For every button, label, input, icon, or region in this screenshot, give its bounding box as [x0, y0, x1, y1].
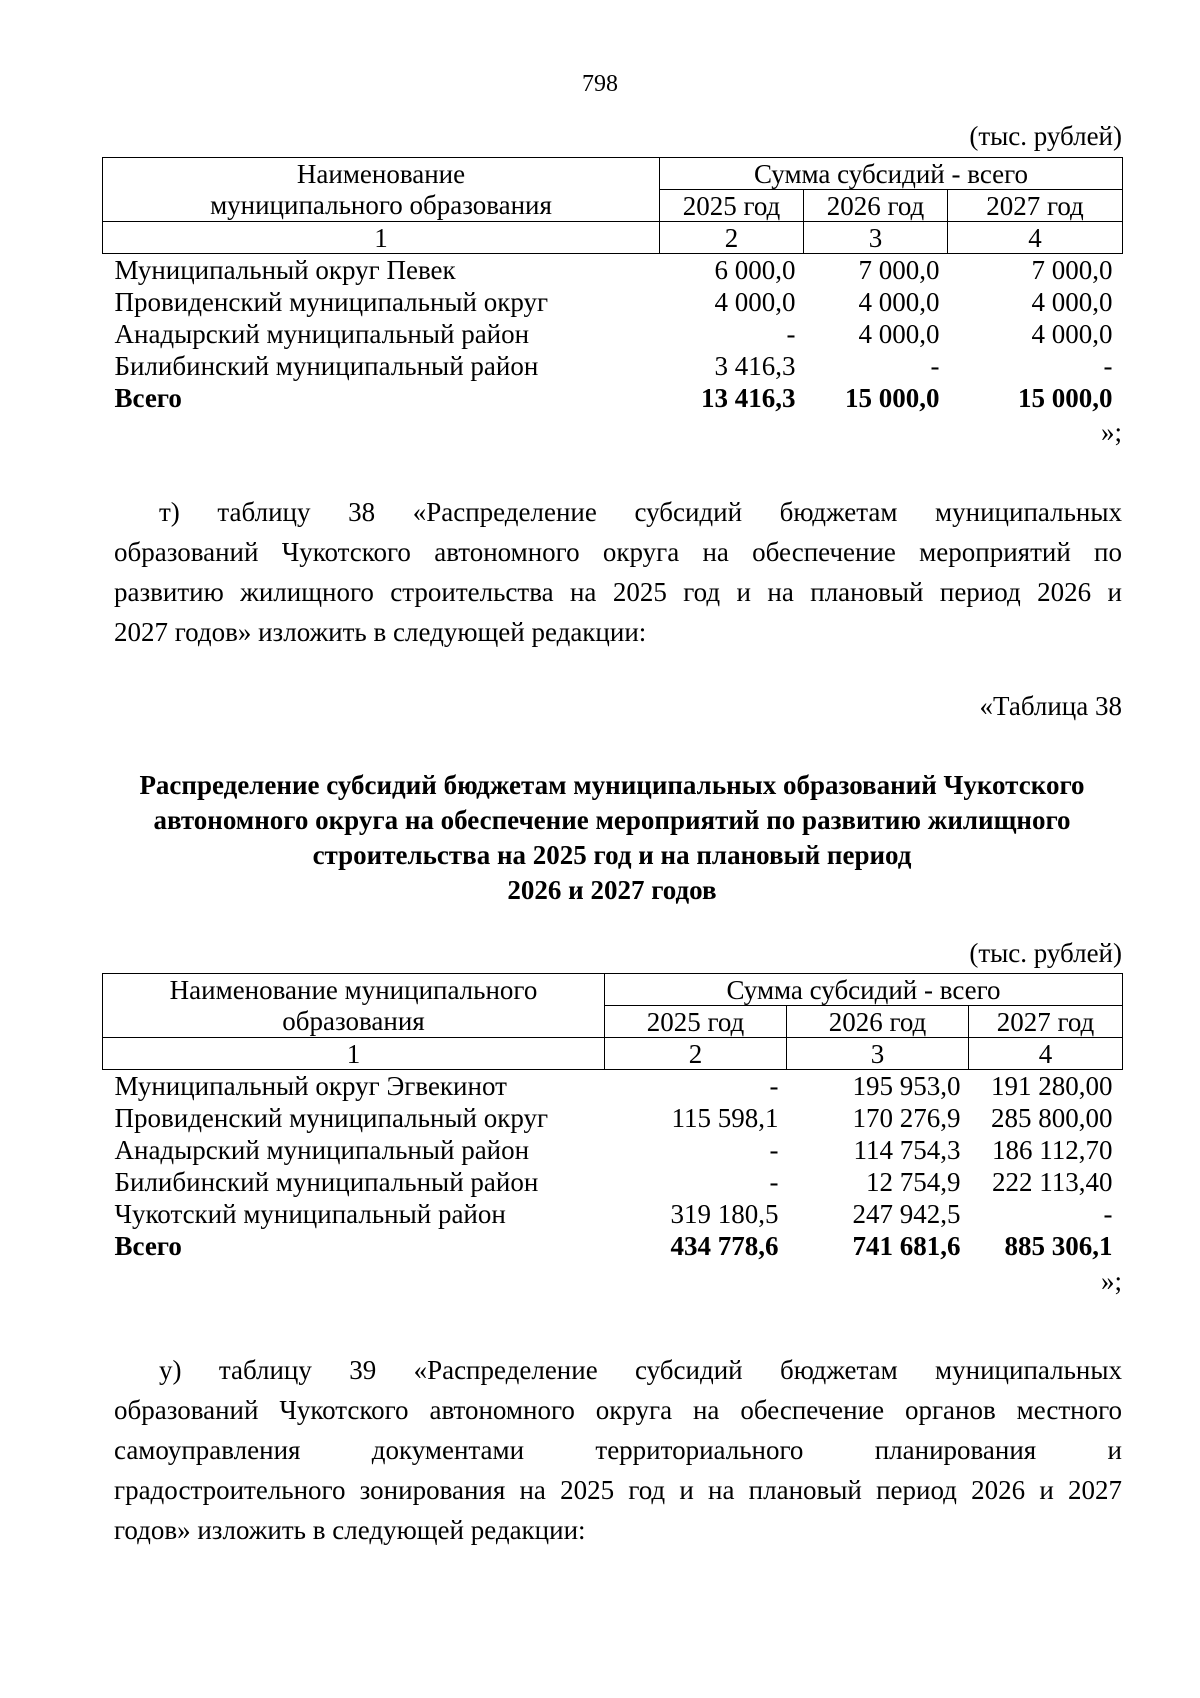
header-year-2026: 2026 год — [787, 1006, 969, 1038]
paragraph-line: градостроительного зонирования на 2025 год и на плановый период 2026 и 2027 — [114, 1475, 1122, 1505]
row-value-2025: 3 416,3 — [714, 351, 796, 381]
close-quote-table2: »; — [1100, 1266, 1122, 1296]
heading-line: автономного округа на обеспечение мероприятий по развитию жилищного — [153, 805, 1071, 835]
row-value-2025: - — [769, 1135, 779, 1165]
col-number-4: 4 — [948, 222, 1123, 254]
paragraph-line: самоуправления документами территориального планирования и — [114, 1435, 1122, 1465]
paragraph-u — [114, 1350, 1122, 1550]
row-value-2026: 12 754,9 — [866, 1167, 961, 1197]
table-label: «Таблица 38 — [979, 691, 1122, 721]
row-name: Билибинский муниципальный район — [114, 1167, 539, 1197]
row-value-2026: - — [930, 351, 940, 381]
row-value-2026: 170 276,9 — [852, 1103, 961, 1133]
row-value-2027: - — [1103, 351, 1113, 381]
header-name-line1: Наименование муниципального — [103, 974, 605, 1006]
row-value-2027: 191 280,00 — [991, 1071, 1113, 1101]
total-value-2027: 15 000,0 — [1018, 383, 1113, 413]
row-value-2026: 195 953,0 — [852, 1071, 961, 1101]
row-value-2027: 222 113,40 — [992, 1167, 1113, 1197]
row-value-2027: 7 000,0 — [1031, 255, 1113, 285]
row-value-2026: 4 000,0 — [858, 319, 940, 349]
row-value-2025: 319 180,5 — [670, 1199, 779, 1229]
paragraph-line: образований Чукотского автономного округа на обеспечение мероприятий по — [114, 537, 1122, 567]
paragraph-line: у) таблицу 39 «Распределение субсидий бюджетам муниципальных — [159, 1355, 1122, 1385]
heading-line: строительства на 2025 год и на плановый период — [312, 840, 912, 870]
header-year-2026: 2026 год — [804, 190, 948, 222]
table-heading — [102, 768, 1122, 908]
row-value-2027: 186 112,70 — [992, 1135, 1113, 1165]
header-year-2025: 2025 год — [605, 1006, 787, 1038]
header-name-line1: Наименование — [103, 158, 660, 190]
row-value-2027: 4 000,0 — [1031, 319, 1113, 349]
col-number-3: 3 — [804, 222, 948, 254]
row-value-2025: 6 000,0 — [714, 255, 796, 285]
heading-line: Распределение субсидий бюджетам муниципальных образований Чукотского — [139, 770, 1085, 800]
header-sum: Сумма субсидий - всего — [605, 974, 1123, 1006]
table-37-excerpt — [102, 157, 1123, 414]
row-value-2025: 4 000,0 — [714, 287, 796, 317]
total-value-2025: 13 416,3 — [701, 383, 796, 413]
col-number-3: 3 — [787, 1038, 969, 1070]
table-row — [103, 254, 1123, 287]
page-number: 798 — [582, 71, 618, 97]
total-label: Всего — [114, 1231, 182, 1261]
table-row — [103, 1166, 1123, 1198]
row-value-2025: - — [786, 319, 796, 349]
total-value-2026: 741 681,6 — [852, 1231, 961, 1261]
paragraph-t — [114, 492, 1122, 652]
heading-line: 2026 и 2027 годов — [507, 875, 717, 905]
col-number-1: 1 — [103, 1038, 605, 1070]
total-value-2026: 15 000,0 — [845, 383, 940, 413]
row-name: Провиденский муниципальный округ — [114, 1103, 549, 1133]
paragraph-line: развитию жилищного строительства на 2025 год и на плановый период 2026 и — [114, 577, 1122, 607]
row-value-2025: 115 598,1 — [671, 1103, 779, 1133]
table-row — [103, 350, 1123, 382]
table-row — [103, 318, 1123, 350]
table-row — [103, 1198, 1123, 1230]
header-year-2025: 2025 год — [660, 190, 804, 222]
row-name: Муниципальный округ Эгвекинот — [114, 1071, 507, 1101]
row-name: Провиденский муниципальный округ — [114, 287, 549, 317]
row-name: Муниципальный округ Певек — [114, 255, 456, 285]
table-38 — [102, 973, 1123, 1262]
table-total-row — [103, 1230, 1123, 1262]
row-value-2025: - — [769, 1071, 779, 1101]
row-name: Чукотский муниципальный район — [114, 1199, 506, 1229]
row-value-2026: 247 942,5 — [852, 1199, 961, 1229]
header-year-2027: 2027 год — [969, 1006, 1123, 1038]
col-number-2: 2 — [605, 1038, 787, 1070]
header-name-line2: образования — [103, 1006, 605, 1038]
row-value-2026: 4 000,0 — [858, 287, 940, 317]
col-number-4: 4 — [969, 1038, 1123, 1070]
col-number-2: 2 — [660, 222, 804, 254]
row-value-2027: 4 000,0 — [1031, 287, 1113, 317]
table-row — [103, 1070, 1123, 1103]
paragraph-line: 2027 годов» изложить в следующей редакции: — [114, 617, 647, 647]
row-value-2027: 285 800,00 — [991, 1103, 1113, 1133]
col-number-1: 1 — [103, 222, 660, 254]
header-name-line2: муниципального образования — [103, 190, 660, 222]
total-label: Всего — [114, 383, 182, 413]
row-name: Анадырский муниципальный район — [114, 319, 530, 349]
close-quote-table1: »; — [1100, 417, 1122, 447]
total-value-2025: 434 778,6 — [670, 1231, 779, 1261]
table-row — [103, 1134, 1123, 1166]
row-name: Билибинский муниципальный район — [114, 351, 539, 381]
header-sum: Сумма субсидий - всего — [660, 158, 1123, 190]
row-value-2026: 7 000,0 — [858, 255, 940, 285]
table-row — [103, 1102, 1123, 1134]
total-value-2027: 885 306,1 — [1004, 1231, 1113, 1261]
units-label-table1: (тыс. рублей) — [969, 121, 1122, 151]
row-name: Анадырский муниципальный район — [114, 1135, 530, 1165]
paragraph-line: т) таблицу 38 «Распределение субсидий бюджетам муниципальных — [159, 497, 1122, 527]
row-value-2027: - — [1103, 1199, 1113, 1229]
table-total-row — [103, 382, 1123, 414]
units-label-table2: (тыс. рублей) — [969, 938, 1122, 968]
header-year-2027: 2027 год — [948, 190, 1123, 222]
paragraph-line: годов» изложить в следующей редакции: — [114, 1515, 586, 1545]
paragraph-line: образований Чукотского автономного округа на обеспечение органов местного — [114, 1395, 1122, 1425]
row-value-2025: - — [769, 1167, 779, 1197]
row-value-2026: 114 754,3 — [853, 1135, 961, 1165]
table-row — [103, 286, 1123, 318]
